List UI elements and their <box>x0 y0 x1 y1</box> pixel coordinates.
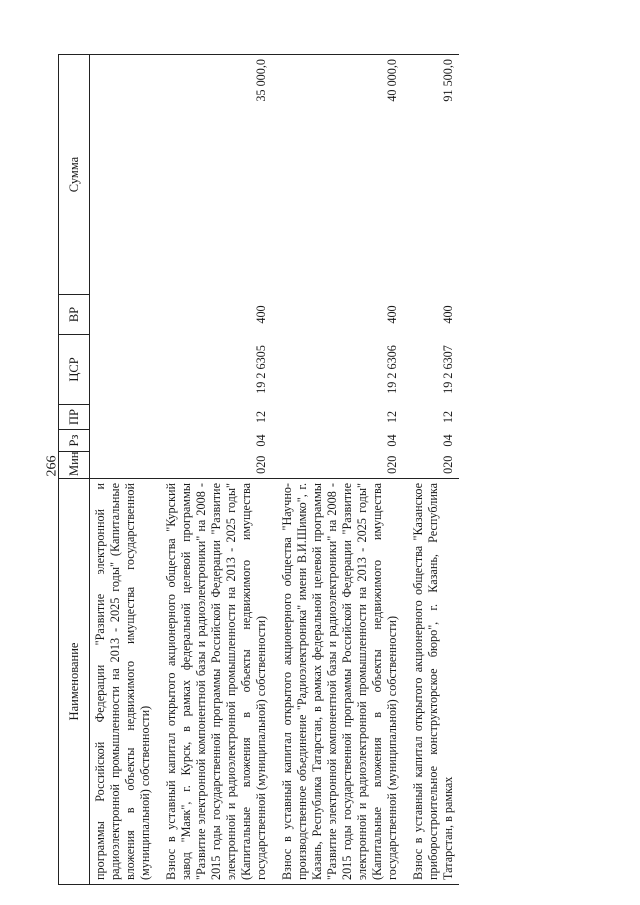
budget-table <box>58 54 459 885</box>
row-sum <box>90 55 157 295</box>
header-vr: ВР <box>59 295 90 335</box>
row-rz: 04 <box>441 434 455 447</box>
header-min: Мин <box>59 452 90 479</box>
table-header-row <box>59 55 90 885</box>
page-number: 266 <box>44 455 59 477</box>
row-min: 020 <box>385 455 399 474</box>
header-name: Наименование <box>59 479 90 885</box>
row-vr: 400 <box>385 305 399 324</box>
table-row <box>156 55 272 885</box>
header-rz: Рз <box>59 430 90 452</box>
table-row <box>90 55 157 885</box>
header-pr: ПР <box>59 405 90 430</box>
row-vr: 400 <box>254 305 268 324</box>
rotated-document <box>58 55 578 885</box>
row-min: 020 <box>254 455 268 474</box>
row-pr: 12 <box>385 410 399 424</box>
row-pr <box>90 405 157 430</box>
row-min <box>90 452 157 479</box>
row-name: Взнос в уставный капитал открытого акционерного общества "Курский завод "Маяк", г. Курск, в рамках федеральной целевой программы "Развитие электронной компонентной базы и радиоэлектроники" на 2008 - 2015 годы государственной программы Российской Федерации "Развитие электронной и радиоэлектронной промышленности на 2013 - 2025 годы" (Капитальные вложения в объекты недвижимого имущества государственной (муниципальной) собственности) <box>156 479 272 885</box>
row-vr: 400 <box>441 305 455 324</box>
header-sum: Сумма <box>59 55 90 295</box>
row-name: Взнос в уставный капитал открытого акционерного общества "Научно-производственное объединение "Радиоэлектроника" имени В.И.Шимко", г. Казань, Республика Татарстан, в рамках федеральной целевой программы "Развитие электронной компонентной базы и радиоэлектроники" на 2008 - 2015 годы государственной программы Российской Федерации "Развитие электронной и радиоэлектронной промышленности на 2013 - 2025 годы" (Капитальные вложения в объекты недвижимого имущества государственной (муниципальной) собственности) <box>272 479 403 885</box>
header-csr: ЦСР <box>59 335 90 405</box>
row-sum: 40 000,0 <box>272 55 403 295</box>
row-csr: 19 2 6305 <box>254 345 268 394</box>
row-min: 020 <box>441 455 455 474</box>
row-name: Взнос в уставный капитал открытого акционерного общества "Казанское приборостроительное конструкторское бюро", г. Казань, Республика Татарстан, в рамках <box>403 479 459 885</box>
row-csr <box>90 335 157 405</box>
row-sum: 91 500,0 <box>403 55 459 295</box>
row-rz: 04 <box>254 434 268 447</box>
row-rz <box>90 430 157 452</box>
row-name: программы Российской Федерации "Развитие электронной и радиоэлектронной промышленности на 2013 - 2025 годы" (Капитальные вложения в объекты недвижимого имущества государственной (муниципальной) собственности) <box>90 479 157 885</box>
table-row <box>403 55 459 885</box>
row-rz: 04 <box>385 434 399 447</box>
row-csr: 19 2 6306 <box>385 345 399 394</box>
row-vr <box>90 295 157 335</box>
row-pr: 12 <box>441 410 455 424</box>
table-row <box>272 55 403 885</box>
row-csr: 19 2 6307 <box>441 345 455 394</box>
row-pr: 12 <box>254 410 268 424</box>
row-sum: 35 000,0 <box>156 55 272 295</box>
